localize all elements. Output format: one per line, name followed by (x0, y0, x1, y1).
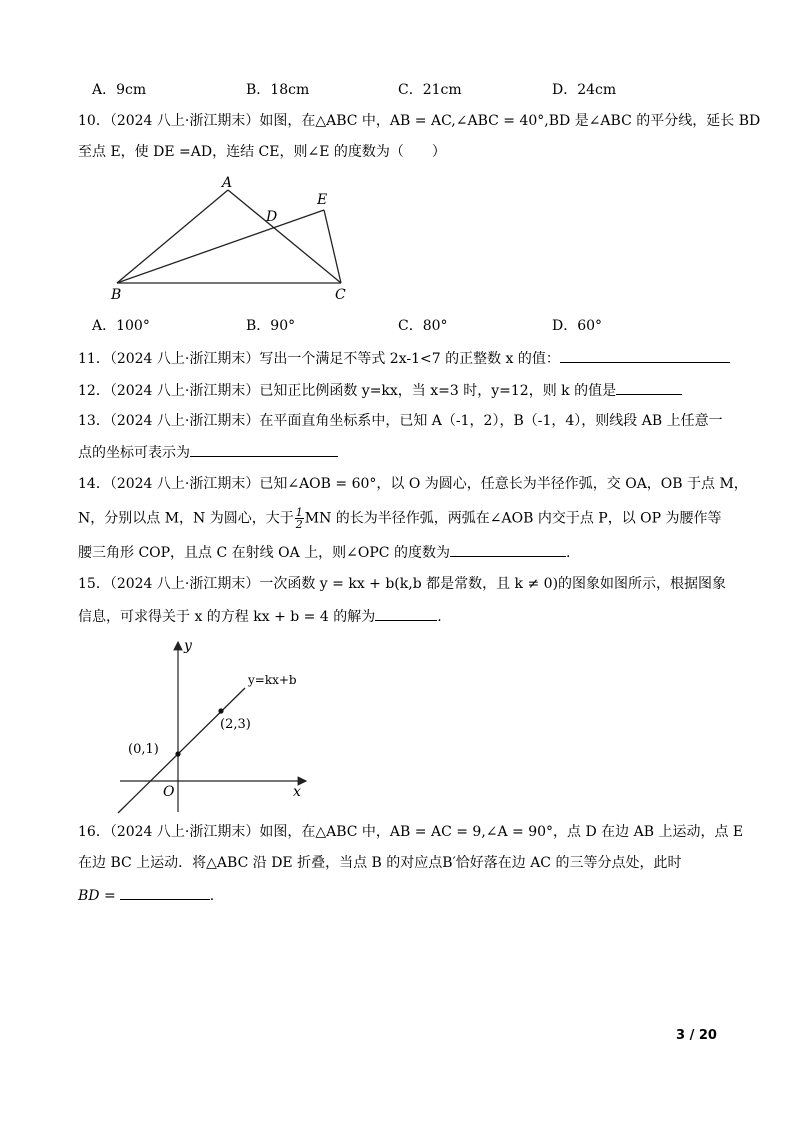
q10-option-a: A．100° (92, 318, 150, 334)
q16-line1: 16．（2024 八上·浙江期末）如图，在△ABC 中，AB = AC = 9,∠A = 90°，点 D 在边 AB 上运动，点 E (78, 824, 744, 840)
q16-text: BD = (78, 888, 116, 904)
q16-period: . (209, 888, 215, 904)
origin-label: O (163, 784, 175, 800)
q16-line3 (78, 885, 214, 906)
point-0-1-label: (0,1) (128, 742, 159, 757)
q11-text: 11．（2024 八上·浙江期末）写出一个满足不等式 2x-1<7 的正整数 x 的值： (78, 351, 560, 367)
q14-period: . (565, 545, 571, 561)
fraction-denominator: 2 (295, 518, 303, 531)
y-axis-label: y (184, 638, 192, 654)
fraction-one-half (295, 507, 304, 530)
fraction-numerator: 1 (295, 506, 303, 519)
q13-line1: 13．（2024 八上·浙江期末）在平面直角坐标系中，已知 A（-1，2），B（-1，4），则线段 AB 上任意一 (78, 413, 723, 429)
segment-be (117, 210, 324, 283)
q10-line2: 至点 E，使 DE =AD，连结 CE，则∠E 的度数为（ ） (78, 144, 446, 160)
q9-option-d: D．24cm (552, 82, 617, 98)
q13-line2 (78, 442, 338, 463)
segment-ce (324, 210, 341, 283)
q12-text: 12．（2024 八上·浙江期末）已知正比例函数 y=kx，当 x=3 时，y=12，则 k 的值是 (78, 383, 617, 399)
label-c: C (335, 287, 346, 303)
q14-text: 腰三角形 COP，且点 C 在射线 OA 上，则∠OPC 的度数为 (78, 545, 450, 561)
point-2-3 (218, 708, 223, 713)
q15-line2 (78, 606, 442, 627)
q15-line1: 15．（2024 八上·浙江期末）一次函数 y = kx + b(k,b 都是常数，且 k ≠ 0)的图象如图所示，根据图象 (78, 576, 727, 592)
q16-line2: 在边 BC 上运动．将△ABC 沿 DE 折叠，当点 B 的对应点B′恰好落在边 AC 的三等分点处，此时 (78, 855, 682, 871)
q10-option-c: C．80° (398, 318, 448, 334)
q10-line1: 10．（2024 八上·浙江期末）如图，在△ABC 中，AB = AC,∠ABC = 40°,BD 是∠ABC 的平分线，延长 BD (78, 113, 761, 129)
point-2-3-label: (2,3) (220, 717, 251, 732)
q10-option-d: D．60° (552, 318, 603, 334)
q10-triangle-figure (100, 170, 360, 305)
q16-answer-blank[interactable] (120, 885, 210, 900)
q14-line1: 14．（2024 八上·浙江期末）已知∠AOB = 60°，以 O 为圆心，任意长为半径作弧，交 OA，OB 于点 M， (78, 476, 748, 492)
q15-answer-blank[interactable] (375, 606, 437, 621)
segment-ab (117, 190, 228, 283)
q15-period: . (437, 609, 442, 625)
label-e: E (317, 192, 328, 208)
q13-text: 点的坐标可表示为 (78, 445, 190, 461)
q11-line (78, 348, 730, 369)
label-a: A (222, 175, 233, 191)
q15-function-graph (110, 636, 320, 816)
label-b: B (111, 287, 122, 303)
label-d: D (266, 209, 278, 225)
x-axis-label: x (293, 784, 301, 800)
q12-answer-blank[interactable] (616, 380, 682, 395)
q14-line2-end: MN 的长为半径作弧，两弧在∠AOB 内交于点 P，以 OP 为腰作等 (304, 510, 722, 527)
point-0-1 (175, 751, 180, 756)
q11-answer-blank[interactable] (560, 348, 730, 363)
q14-answer-blank[interactable] (450, 542, 566, 557)
page-number: 3 / 20 (676, 1028, 717, 1043)
q9-option-b: B．18cm (246, 82, 310, 98)
q14-line3 (78, 542, 570, 563)
q10-option-b: B．90° (246, 318, 296, 334)
line-equation-label: y=kx+b (248, 673, 297, 687)
q9-option-c: C．21cm (398, 82, 462, 98)
q12-line (78, 380, 682, 401)
q15-text: 信息，可求得关于 x 的方程 kx + b = 4 的解为 (78, 609, 376, 625)
q14-line2-start: N，分别以点 M，N 为圆心，大于 (78, 510, 294, 527)
q14-line2 (78, 507, 722, 530)
q13-answer-blank[interactable] (190, 442, 338, 457)
q9-option-a: A．9cm (92, 82, 147, 98)
